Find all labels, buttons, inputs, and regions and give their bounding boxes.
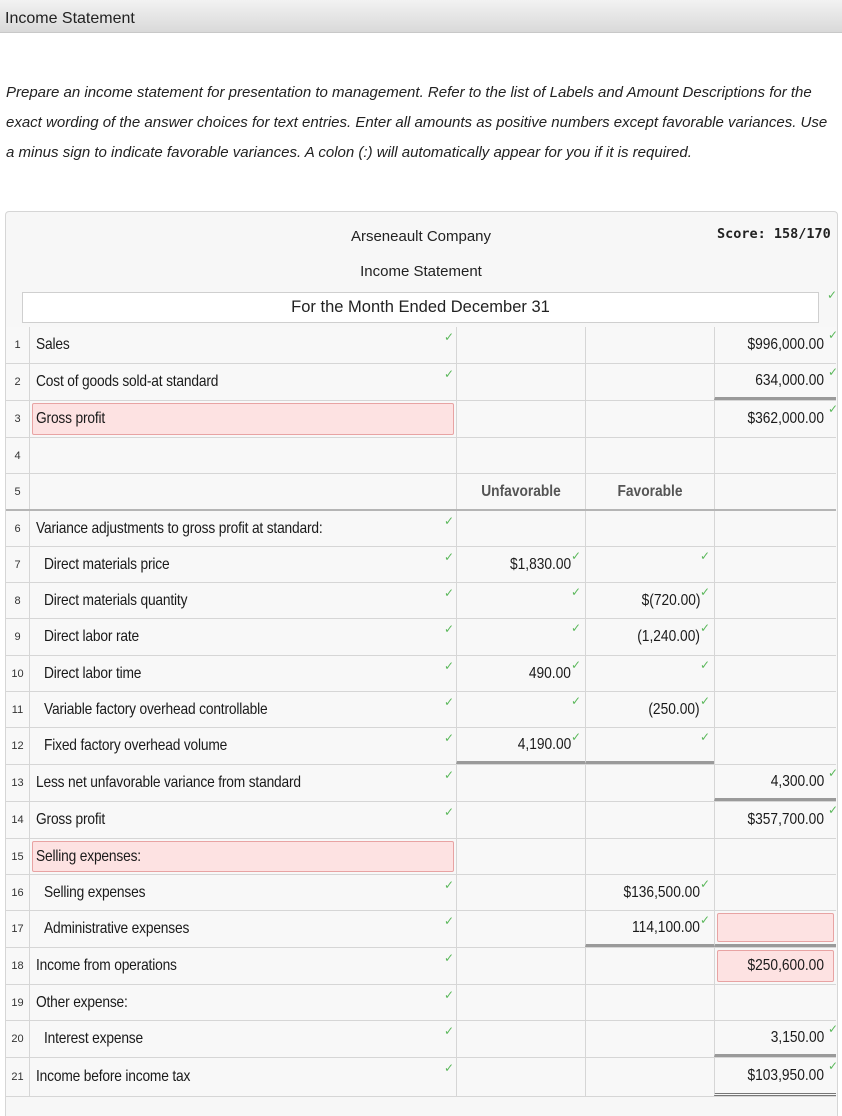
row-label: Administrative expenses (44, 920, 190, 937)
unfavorable-cell[interactable] (456, 511, 585, 546)
label-cell[interactable] (30, 583, 456, 618)
label-cell[interactable] (30, 728, 456, 764)
instructions-line: Prepare an income statement for presentation to management. Refer to the list of Labels and Amount Descriptions for the (6, 84, 812, 101)
row-number: 19 (6, 985, 30, 1020)
check-icon: ✓ (443, 768, 454, 782)
check-icon: ✓ (699, 694, 710, 708)
label-cell[interactable] (30, 765, 456, 801)
amount-value: $1,830.00 (509, 555, 571, 573)
check-icon: ✓ (827, 365, 838, 379)
check-icon: ✓ (699, 621, 710, 635)
row-number: 17 (6, 911, 30, 947)
unfavorable-cell[interactable] (456, 583, 585, 618)
favorable-cell[interactable] (585, 438, 714, 473)
row-label: Variable factory overhead controllable (44, 700, 268, 718)
label-cell[interactable] (30, 327, 456, 363)
label-cell[interactable] (30, 692, 456, 727)
label-cell[interactable] (30, 802, 456, 838)
row-label: Gross profit (36, 811, 106, 828)
favorable-cell[interactable] (585, 511, 714, 546)
error-highlight (717, 913, 834, 942)
table-row (6, 802, 836, 839)
favorable-cell[interactable] (585, 619, 714, 655)
favorable-label: Favorable (617, 482, 683, 500)
row-number: 9 (6, 619, 30, 655)
check-icon: ✓ (699, 877, 710, 891)
amount-cell[interactable] (714, 839, 836, 874)
unfavorable-cell[interactable] (456, 985, 585, 1020)
amount-value: 4,300.00 (770, 772, 824, 790)
check-icon: ✓ (443, 586, 454, 600)
unfavorable-cell[interactable] (456, 547, 585, 582)
check-icon: ✓ (827, 766, 838, 780)
instructions-line: a minus sign to indicate favorable variances. A colon (:) will automatically appear for you if it is required. (6, 144, 692, 161)
period-field[interactable]: For the Month Ended December 31 (22, 292, 819, 323)
check-icon: ✓ (827, 1022, 838, 1036)
unfavorable-cell[interactable] (456, 619, 585, 655)
unfavorable-cell[interactable] (456, 1058, 585, 1096)
amount-cell[interactable] (714, 438, 836, 473)
label-cell[interactable] (30, 547, 456, 582)
check-icon: ✓ (443, 622, 454, 636)
row-number: 20 (6, 1021, 30, 1057)
row-number: 5 (6, 474, 30, 509)
row-number: 12 (6, 728, 30, 764)
row-label: Fixed factory overhead volume (44, 737, 228, 754)
check-icon: ✓ (827, 328, 838, 342)
row-label: Cost of goods sold-at standard (36, 373, 219, 390)
amount-value: $357,700.00 (747, 811, 824, 828)
unfavorable-cell[interactable] (456, 802, 585, 838)
amount-cell[interactable] (714, 401, 836, 437)
favorable-cell[interactable] (585, 401, 714, 437)
amount-cell[interactable] (714, 327, 836, 363)
row-number: 11 (6, 692, 30, 727)
check-icon: ✓ (827, 402, 838, 416)
title-bar (0, 0, 842, 33)
amount-cell[interactable] (714, 1021, 836, 1057)
table-row (6, 583, 836, 619)
check-icon: ✓ (443, 951, 454, 965)
check-icon: ✓ (570, 549, 581, 563)
row-label: Gross profit (36, 410, 106, 427)
check-icon: ✓ (443, 1061, 454, 1075)
amount-cell[interactable] (714, 656, 836, 691)
amount-cell[interactable] (714, 765, 836, 801)
table-row (6, 728, 836, 765)
amount-value: (250.00) (648, 700, 700, 718)
check-icon: ✓ (443, 367, 454, 381)
unfavorable-cell[interactable] (456, 839, 585, 874)
score-label: Score: 158/170 (717, 226, 831, 242)
label-cell[interactable] (30, 619, 456, 655)
label-cell[interactable] (30, 875, 456, 910)
favorable-cell[interactable] (585, 875, 714, 910)
row-label: Direct materials price (44, 555, 170, 573)
row-label: Selling expenses: (36, 847, 141, 865)
table-row (6, 765, 836, 802)
row-label: Variance adjustments to gross profit at standard: (36, 519, 323, 537)
favorable-cell[interactable] (585, 728, 714, 764)
check-icon: ✓ (443, 878, 454, 892)
favorable-cell[interactable] (585, 985, 714, 1020)
table-row (6, 911, 836, 948)
check-icon: ✓ (443, 1024, 454, 1038)
unfavorable-cell[interactable] (456, 692, 585, 727)
amount-cell[interactable] (714, 1058, 836, 1096)
check-icon: ✓ (570, 730, 581, 744)
amount-value: $362,000.00 (747, 410, 824, 427)
amount-cell-incorrect[interactable] (714, 911, 836, 947)
row-label: Income before income tax (36, 1068, 191, 1085)
check-icon: ✓ (443, 659, 454, 673)
amount-value: 4,190.00 (517, 735, 571, 753)
unfavorable-cell[interactable] (456, 728, 585, 764)
favorable-cell[interactable] (585, 765, 714, 801)
favorable-cell[interactable] (585, 327, 714, 363)
amount-cell[interactable] (714, 364, 836, 400)
unfavorable-cell[interactable] (456, 401, 585, 437)
unfavorable-cell[interactable] (456, 948, 585, 984)
amount-cell[interactable] (714, 692, 836, 727)
check-icon: ✓ (443, 731, 454, 745)
row-label: Interest expense (44, 1030, 143, 1047)
unfavorable-cell[interactable] (456, 1021, 585, 1057)
check-icon: ✓ (570, 621, 581, 635)
check-icon: ✓ (443, 514, 454, 528)
check-icon: ✓ (443, 914, 454, 928)
table-row (6, 327, 836, 364)
table-row (6, 364, 836, 401)
table-row (6, 1021, 836, 1058)
table-row (6, 619, 836, 656)
check-icon: ✓ (827, 803, 838, 817)
label-cell[interactable] (30, 1021, 456, 1057)
amount-value: 634,000.00 (755, 371, 824, 389)
amount-value: $136,500.00 (623, 883, 700, 901)
check-icon: ✓ (699, 658, 710, 672)
row-label: Direct materials quantity (44, 591, 188, 609)
amount-value: 3,150.00 (770, 1028, 824, 1046)
label-cell-incorrect[interactable] (30, 839, 456, 874)
table-row (6, 1058, 836, 1097)
table-row (6, 438, 836, 474)
period-check-icon: ✓ (827, 288, 838, 302)
row-number: 1 (6, 327, 30, 363)
favorable-header (585, 474, 714, 509)
amount-cell[interactable] (714, 583, 836, 618)
table-row (6, 401, 836, 438)
instructions-line: exact wording of the answer choices for text entries. Enter all amounts as positive numbers except favorable variances. Use (6, 114, 828, 131)
row-number: 18 (6, 948, 30, 984)
label-cell[interactable] (30, 364, 456, 400)
check-icon: ✓ (699, 913, 710, 927)
favorable-cell[interactable] (585, 839, 714, 874)
row-number: 2 (6, 364, 30, 400)
favorable-cell[interactable] (585, 948, 714, 984)
check-icon: ✓ (443, 805, 454, 819)
row-label: Income from operations (36, 957, 177, 974)
row-number: 6 (6, 511, 30, 546)
amount-cell[interactable] (714, 511, 836, 546)
amount-cell[interactable] (714, 619, 836, 655)
unfavorable-cell[interactable] (456, 656, 585, 691)
favorable-cell[interactable] (585, 1058, 714, 1096)
table-row (6, 948, 836, 985)
check-icon: ✓ (570, 658, 581, 672)
check-icon: ✓ (443, 988, 454, 1002)
check-icon: ✓ (443, 695, 454, 709)
label-cell[interactable] (30, 911, 456, 947)
check-icon: ✓ (827, 1059, 838, 1073)
label-cell[interactable] (30, 511, 456, 546)
unfavorable-cell[interactable] (456, 875, 585, 910)
row-number: 15 (6, 839, 30, 874)
check-icon: ✓ (570, 694, 581, 708)
row-number: 8 (6, 583, 30, 618)
check-icon: ✓ (699, 549, 710, 563)
favorable-cell[interactable] (585, 911, 714, 947)
favorable-cell[interactable] (585, 656, 714, 691)
row-number: 13 (6, 765, 30, 801)
row-number: 7 (6, 547, 30, 582)
statement-name: Income Statement (360, 263, 482, 280)
check-icon: ✓ (443, 550, 454, 564)
favorable-cell[interactable] (585, 364, 714, 400)
unfavorable-cell[interactable] (456, 364, 585, 400)
amount-cell[interactable] (714, 547, 836, 582)
favorable-cell[interactable] (585, 1021, 714, 1057)
favorable-cell[interactable] (585, 547, 714, 582)
label-cell[interactable] (30, 656, 456, 691)
table-row (6, 875, 836, 911)
table-row (6, 547, 836, 583)
amount-value: $996,000.00 (747, 336, 824, 353)
row-label: Direct labor rate (44, 628, 139, 645)
unfavorable-header (456, 474, 585, 509)
company-name: Arseneault Company (350, 228, 492, 245)
table-row (6, 511, 836, 547)
amount-value: 490.00 (528, 664, 571, 682)
row-label: Sales (36, 336, 70, 353)
unfavorable-label: Unfavorable (481, 482, 561, 500)
unfavorable-cell[interactable] (456, 438, 585, 473)
unfavorable-cell[interactable] (456, 911, 585, 947)
row-label: Direct labor time (44, 664, 142, 682)
row-number: 16 (6, 875, 30, 910)
row-label: Less net unfavorable variance from standard (36, 774, 301, 791)
row-number: 4 (6, 438, 30, 473)
check-icon: ✓ (443, 330, 454, 344)
amount-cell[interactable] (714, 802, 836, 838)
label-cell-incorrect[interactable] (30, 401, 456, 437)
table-row (6, 474, 836, 511)
amount-value: $103,950.00 (747, 1066, 824, 1084)
table-row (6, 692, 836, 728)
amount-value: (1,240.00) (637, 628, 700, 645)
amount-value: $250,600.00 (747, 957, 824, 974)
row-number: 14 (6, 802, 30, 838)
table-row (6, 985, 836, 1021)
row-label: Other expense: (36, 993, 128, 1011)
favorable-cell[interactable] (585, 802, 714, 838)
favorable-cell[interactable] (585, 583, 714, 618)
check-icon: ✓ (699, 730, 710, 744)
label-cell[interactable] (30, 985, 456, 1020)
label-cell[interactable] (30, 1058, 456, 1096)
instructions (6, 78, 836, 168)
label-cell[interactable] (30, 474, 456, 509)
row-number: 10 (6, 656, 30, 691)
table-row (6, 839, 836, 875)
unfavorable-cell[interactable] (456, 327, 585, 363)
label-cell[interactable] (30, 948, 456, 984)
favorable-cell[interactable] (585, 692, 714, 727)
check-icon: ✓ (699, 585, 710, 599)
amount-cell[interactable] (714, 875, 836, 910)
unfavorable-cell[interactable] (456, 765, 585, 801)
amount-cell[interactable] (714, 728, 836, 764)
amount-cell[interactable] (714, 985, 836, 1020)
label-cell[interactable] (30, 438, 456, 473)
row-number: 3 (6, 401, 30, 437)
row-label: Selling expenses (44, 883, 146, 901)
amount-value: 114,100.00 (632, 918, 700, 936)
table-row (6, 656, 836, 692)
check-icon: ✓ (570, 585, 581, 599)
amount-cell-incorrect[interactable] (714, 948, 836, 984)
row-number: 21 (6, 1058, 30, 1096)
window-title: Income Statement (5, 10, 135, 27)
amount-value: $(720.00) (641, 591, 700, 609)
amount-cell[interactable] (714, 474, 836, 509)
